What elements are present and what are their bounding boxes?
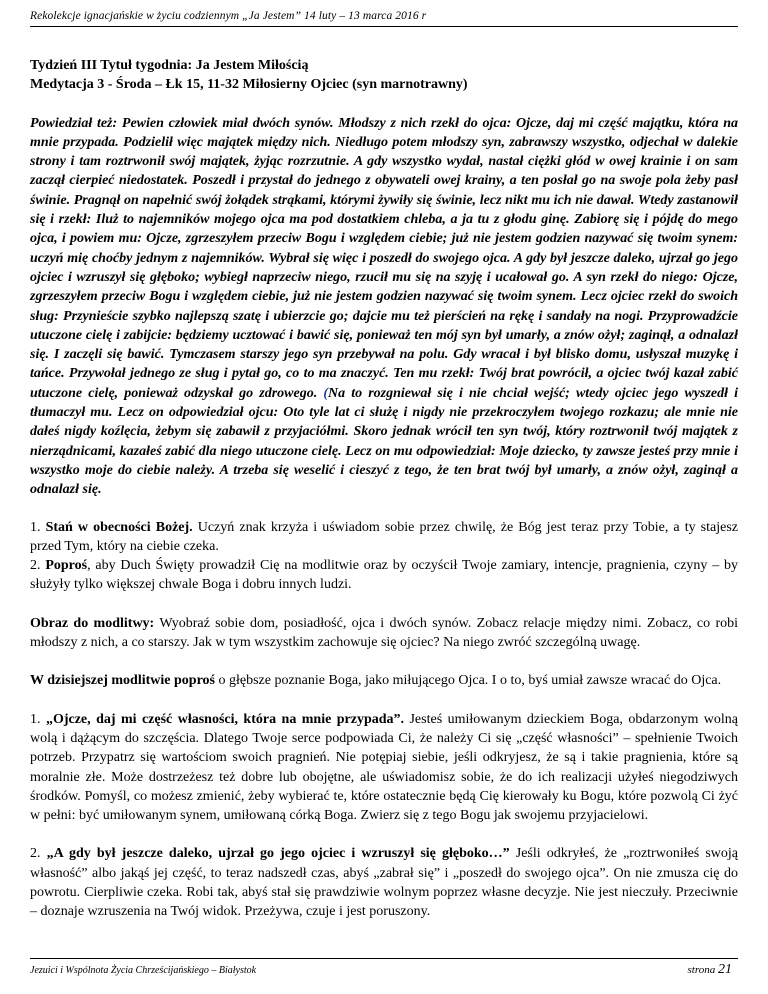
footer-publisher: Jezuici i Wspólnota Życia Chrześcijańskiego – Białystok (30, 965, 257, 976)
week-title: Tydzień III Tytuł tygodnia: Ja Jestem Miłością (30, 58, 309, 73)
step-1-number: 1. (30, 519, 46, 535)
gospel-text-part2: Na to rozgniewał się i nie chciał wejść; wtedy ojciec jego wyszedł i tłumaczył mu. Lecz on odpowiedział ojcu: Oto tyle lat ci służę i nigdy nie przekroczyłem twojego rozkazu; ale mnie nie dałeś nigdy koźlęcia, żebym się zabawił z przyjaciółmi. Skoro jednak wrócił ten syn twój, który roztrwonił twój majątek z nierządnicami, kazałeś zabić dla niego utuczone cielę. Lecz on mu odpowiedział: Moje dziecko, ty zawsze jesteś przy mnie i wszystko moje do ciebie należy. A trzeba się weselić i cieszyć z tego, że ten brat twój był umarły, a znów ożył, zaginął a odnalazł się. (30, 385, 738, 498)
page-number-value: 21 (718, 962, 732, 977)
step-2 (30, 556, 738, 595)
meditation-title: Medytacja 3 - Środa – Łk 15, 11-32 Miłosierny Ojciec (syn marnotrawny) (30, 77, 468, 93)
point-1 (30, 710, 738, 826)
prayer-image-section (30, 614, 738, 653)
point-2 (30, 844, 738, 921)
gospel-text-part1: Powiedział też: Pewien człowiek miał dwóch synów. Młodszy z nich rzekł do ojca: Ojcze, daj mi część majątku, która na mnie przypada. Podzielił więc majątek między nich. Niedługo potem młodszy syn, zabrawszy wszystko, odjechał w dalekie strony i tam roztrwonił swój majątek, żyjąc rozrzutnie. A gdy wszystko wydał, nastał ciężki głód w owej krainie i on sam zaczął cierpieć niedostatek. Poszedł i przystał do jednego z obywateli owej krainy, a ten posłał go na swoje pola żeby pasł świnie. Pragnął on napełnić swój żołądek strąkami, którymi żywiły się świnie, lecz nikt mu ich nie dawał. Wtedy zastanowił się i rzekł: Iluż to najemników mojego ojca ma pod dostatkiem chleba, a ja tu z głodu ginę. Zabiorę się i pójdę do mego ojca, i powiem mu: Ojcze, zgrzeszyłem przeciw Bogu i względem ciebie; już nie jestem godzien nazywać się twoim synem: uczyń mię choćby jednym z najemników. Wybrał się więc i poszedł do swojego ojca. A gdy był jeszcze daleko, ujrzał go jego ojciec i wzruszył się głęboko; wybiegł naprzeciw niego, rzucił mu się na szyję i ucałował go. A syn rzekł do niego: Ojcze, zgrzeszyłem przeciw Bogu i względem ciebie, już nie jestem godzien nazywać się twoim synem. Lecz ojciec rzekł do swoich sług: Przynieście szybko najlepszą szatę i ubierzcie go; dajcie mu też pierścień na rękę i sandały na nogi. Przyprowadźcie utuczone cielę i zabijcie: będziemy ucztować i bawić się, ponieważ ten mój syn był umarły, a znów ożył; zaginął, a odnalazł się. I zaczęli się bawić. Tymczasem starszy jego syn przebywał na polu. Gdy wracał i był blisko domu, usłyszał muzykę i tańce. Przywołał jednego ze sług i pytał go, co to ma znaczyć. Ten mu rzekł: Twój brat powrócił, a ojciec twój kazał zabić utuczone cielę, ponieważ odzyskał go zdrowego. (30, 115, 738, 401)
point-2-number: 2. (30, 846, 47, 862)
prayer-image-text: Wyobraź sobie dom, posiadłość, ojca i dwóch synów. Zobacz relacje między nimi. Zobacz, co robi młodszy z nich, a co starszy. Jak w tym wszystkim zachowuje się ojciec? Na niego zwróć szczególną uwagę. (30, 615, 738, 651)
step-1-heading: Stań w obecności Bożej. (45, 519, 193, 535)
step-1 (30, 518, 738, 557)
running-footer (30, 958, 738, 977)
point-1-quote: „Ojcze, daj mi część własności, która na mnie przypada”. (45, 711, 405, 727)
step-1-text: Uczyń znak krzyża i uświadom sobie przez chwilę, że Bóg jest teraz przy Tobie, a ty stajesz przed Tym, który na ciebie czeka. (30, 519, 739, 554)
prayer-request-heading: W dzisiejszej modlitwie poproś (30, 673, 215, 689)
point-2-text: Jeśli odkryłeś, że „roztrwoniłeś swoją własność” albo jakąś jej część, to teraz nadszedł czas, abyś „zabrał się” i „poszedł do swojego ojca”. On nie zmusza cię do powrotu. Cierpliwie czeka. Robi tak, abyś stał się prawdziwie wolnym poprzez własne decyzje. Nie jest nieczuły. Przeciwnie – doznaje wzruszenia na Twój widok. Przeżywa, czuje i jest poruszony. (30, 846, 739, 920)
point-2-quote: „A gdy był jeszcze daleko, ujrzał go jego ojciec i wzruszył się głęboko…” (46, 846, 510, 862)
running-header: Rekolekcje ignacjańskie w życiu codziennym „Ja Jestem” 14 luty – 13 marca 2016 r (30, 10, 738, 27)
gospel-passage (30, 114, 738, 500)
prayer-steps (30, 518, 738, 595)
point-1-number: 1. (30, 711, 46, 727)
step-2-heading: Poproś (45, 558, 88, 574)
step-2-text: , aby Duch Święty prowadził Cię na modlitwie oraz by oczyścił Twoje zamiary, intencje, pragnienia, czyny – by służyły tylko większej chwale Boga i dobru innych ludzi. (30, 558, 739, 593)
page-content (30, 56, 738, 922)
prayer-image-heading: Obraz do modlitwy: (30, 615, 155, 631)
point-1-text: Jesteś umiłowanym dzieckiem Boga, obdarzonym wolną wolą i dążącym do szczęścia. Dlatego Twoje serce podpowiada Ci, że należy Ci się „część własności” – spełnienie Twoich potrzeb. Przypatrz się wartościom swoich pragnień. Nie potępiaj siebie, jeśli odkryjesz, że są i takie pragnienia, które są moralnie złe. Może dostrzeżesz też dobre lub obojętne, ale uświadomisz sobie, że do ich realizacji użyłeś niegodziwych środków. Pomyśl, co możesz zmienić, żeby wybierać te, które ostatecznie będą Cię kierowały ku Bogu, które pozwolą Ci żyć w pełni: być umiłowanym synem, umiłowaną córką Boga. Zwierz się z tego Bogu jak swojemu przyjacielowi. (30, 711, 738, 824)
prayer-request-section (30, 671, 738, 690)
step-2-number: 2. (30, 558, 46, 574)
page-label: strona (687, 964, 718, 976)
prayer-request-text: o głębsze poznanie Boga, jako miłującego Ojca. I o to, byś umiał zawsze wracać do Ojca. (214, 673, 722, 689)
gospel-paren: ( (323, 385, 328, 401)
footer-page-number (688, 962, 732, 978)
